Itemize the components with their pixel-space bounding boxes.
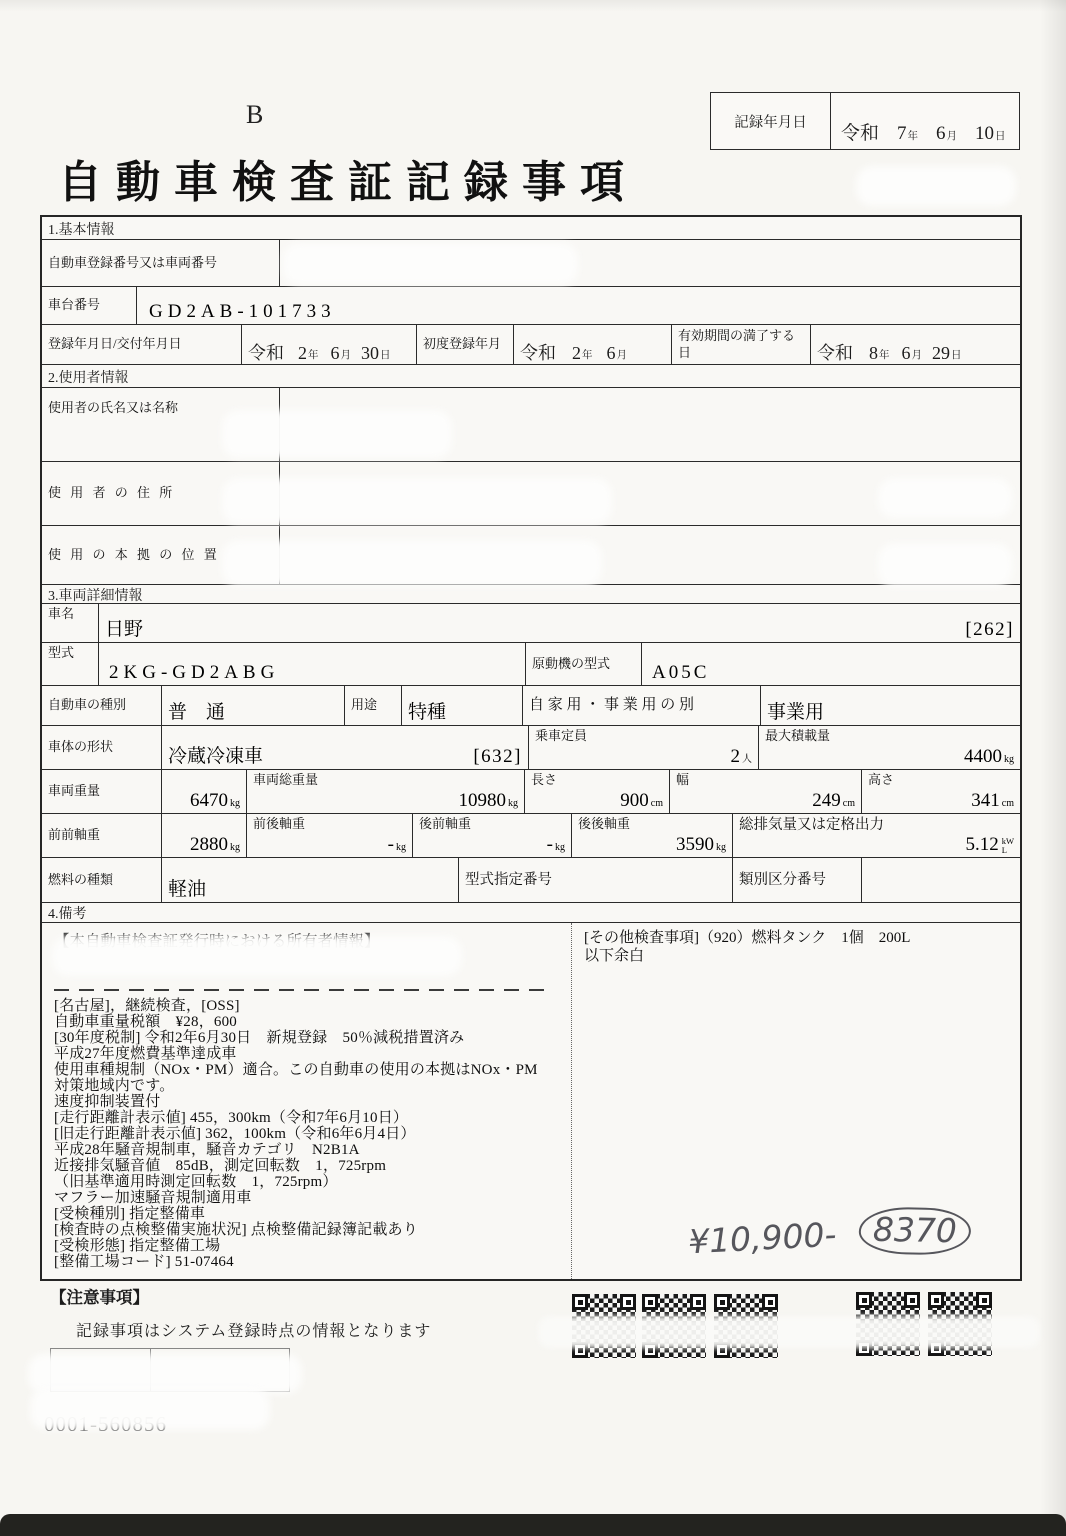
fuel-type-label: 燃料の種類 (42, 858, 162, 902)
photo-edge-shade-top (0, 0, 1066, 12)
car-name-label: 車名 (42, 604, 99, 642)
remarks-line: [受検種別] 指定整備車 (54, 1206, 206, 1222)
remarks-line: 速度抑制装置付 (54, 1094, 161, 1110)
fuel-row (42, 858, 1020, 903)
blur-patch (30, 1388, 270, 1430)
qr-finder-icon (714, 1294, 730, 1310)
use-value: 特種 (402, 686, 523, 725)
remarks-line: 使用車種規制（NOx・PM）適合。この自動車の使用の本拠はNOx・PM対策地域内です。 (54, 1062, 538, 1094)
capacity-cell (529, 726, 759, 769)
vehicle-kind-label: 自動車の種別 (42, 686, 162, 725)
remarks-line: [名古屋]，継続検査，[OSS] (54, 998, 240, 1014)
axle-fr-cell (247, 814, 413, 857)
axle-rr-label: 後後軸重 (578, 816, 631, 831)
axle-ff-label: 前前軸重 (42, 814, 162, 857)
remarks-line: 近接排気騒音値 85dB，測定回転数 1，725rpm (54, 1158, 387, 1174)
capacity-value: 2 人 (730, 746, 752, 768)
class-number-value (862, 858, 1020, 902)
private-business-value: 事業用 (767, 702, 825, 724)
photo-edge-shade-right (1040, 0, 1066, 1536)
axle-fr-label: 前後軸重 (253, 816, 306, 831)
blur-patch (878, 543, 1012, 587)
axle-rr-value: 3590 kg (676, 834, 726, 856)
qr-finder-icon (928, 1292, 944, 1308)
qr-finder-icon (690, 1294, 706, 1310)
remarks-line: [30年度税制] 令和2年6月30日 新規登録 50％減税措置済み (54, 1030, 465, 1046)
remarks-line: （旧基準適用時測定回転数 1，725rpm） (54, 1174, 338, 1190)
registration-date-label: 登録年月日/交付年月日 (42, 325, 242, 364)
qr-finder-icon (856, 1292, 872, 1308)
section-heading-remarks: 4.備考 (42, 903, 1020, 923)
record-date-year: 7 (897, 123, 907, 144)
model-label: 型式 (42, 643, 99, 685)
user-address-label: 使 用 者 の 住 所 (42, 462, 280, 525)
user-name-label: 使用者の氏名又は名称 (42, 388, 280, 461)
photo-bottom-edge (0, 1514, 1066, 1536)
qr-blur-band (538, 1316, 1040, 1348)
qr-finder-icon (976, 1292, 992, 1308)
max-load-value: 4400 kg (964, 746, 1014, 768)
handwritten-amount: ¥10,900- (687, 1214, 838, 1262)
height-value: 341 cm (971, 790, 1014, 812)
other-inspection-line: [その他検査事項]（920）燃料タンク 1個 200L (584, 930, 911, 946)
vehicle-weight-value: 6470 kg (162, 770, 247, 813)
remarks-line: [受検形態] 指定整備工場 (54, 1238, 221, 1254)
model-value: 2KG-GD2ABG (99, 643, 526, 685)
expiry-date-value: 令和 8 年 6 月 29 日 (817, 343, 962, 363)
chassis-number-value: GD2AB-101733 (149, 301, 336, 323)
page-title: 自動車検査証記録事項 (58, 158, 638, 207)
private-business-label: 自 家 用 ・ 事 業 用 の 別 (523, 686, 761, 725)
axle-weight-row (42, 814, 1020, 858)
blur-patch (52, 936, 462, 976)
axle-rf-cell (413, 814, 572, 857)
expiry-date-label: 有効期間の満了する日 (672, 325, 811, 364)
first-registration-value: 令和 2 年 6 月 (514, 325, 672, 364)
remarks-line: [整備工場コード] 51-07464 (54, 1254, 234, 1270)
remarks-line: [走行距離計表示値] 455，300km（令和7年6月10日） (54, 1110, 409, 1126)
corner-mark: B (246, 100, 264, 129)
body-shape-label: 車体の形状 (42, 726, 162, 769)
remarks-line: 自動車重量税額 ¥28，600 (54, 1014, 238, 1030)
remarks-line: 平成28年騒音規制車，騒音カテゴリ N2B1A (54, 1142, 360, 1158)
displacement-value: 5.12 kW L (965, 834, 1014, 856)
registration-number-label: 自動車登録番号又は車両番号 (42, 240, 280, 286)
qr-finder-icon (642, 1294, 658, 1310)
gross-weight-cell (247, 770, 525, 813)
blur-patch (222, 540, 602, 586)
max-load-label: 最大積載量 (765, 728, 831, 743)
capacity-label: 乗車定員 (535, 728, 588, 743)
dates-row (42, 325, 1020, 365)
record-date-day: 10 (975, 123, 995, 144)
remarks-line: [検査時の点検整備実施状況] 点検整備記録簿記載あり (54, 1222, 418, 1238)
section-heading-basic: 1.基本情報 (42, 217, 1020, 240)
engine-model-value: A05C (652, 662, 710, 684)
dashed-separator (54, 989, 547, 991)
qr-finder-icon (904, 1292, 920, 1308)
record-date-month: 6 (936, 123, 946, 144)
qr-finder-icon (620, 1294, 636, 1310)
displacement-cell (733, 814, 1020, 857)
displacement-label: 総排気量又は定格出力 (739, 817, 884, 833)
width-cell (670, 770, 862, 813)
axle-rf-value: - kg (546, 834, 565, 856)
body-shape-row (42, 726, 1020, 770)
qr-finder-icon (762, 1294, 778, 1310)
gross-weight-value: 10980 kg (458, 790, 518, 812)
fuel-type-value: 軽油 (162, 858, 459, 902)
record-date-label: 記録年月日 (711, 93, 831, 149)
body-shape-code: [632] (473, 746, 522, 768)
blur-patch (222, 478, 612, 524)
chassis-number-label: 車台番号 (42, 287, 137, 324)
engine-model-label: 原動機の型式 (526, 643, 642, 685)
length-value: 900 cm (620, 790, 663, 812)
qr-finder-icon (572, 1294, 588, 1310)
remarks-line: 平成27年度燃費基準達成車 (54, 1046, 237, 1062)
remarks-line: マフラー加速騒音規制適用車 (54, 1190, 252, 1206)
weight-dimensions-row (42, 770, 1020, 814)
record-date-era: 令和 (841, 123, 880, 144)
vehicle-weight-label: 車両重量 (42, 770, 162, 813)
handwritten-circled: 8370 (858, 1207, 971, 1256)
gross-weight-label: 車両総重量 (253, 772, 319, 787)
width-label: 幅 (676, 772, 690, 787)
user-name-row (42, 388, 1020, 462)
type-designation-label: 型式指定番号 (459, 858, 733, 902)
car-name-value: 日野 (105, 619, 144, 641)
axle-ff-value: 2880 kg (162, 814, 247, 857)
axle-rf-label: 後前軸重 (419, 816, 472, 831)
notice-heading: 【注意事項】 (50, 1288, 149, 1307)
notice-text: 記録事項はシステム登録時点の情報となります (76, 1323, 432, 1340)
section-heading-vehicle: 3.車両詳細情報 (42, 585, 1020, 604)
record-date-box (710, 92, 1020, 150)
class-number-label: 類別区分番号 (733, 858, 862, 902)
car-name-code: [262] (965, 619, 1014, 641)
width-value: 249 cm (812, 790, 855, 812)
axle-rr-cell (572, 814, 733, 857)
section-heading-user: 2.使用者情報 (42, 365, 1020, 388)
chassis-number-row (42, 287, 1020, 325)
model-row (42, 643, 1020, 686)
kind-use-row (42, 686, 1020, 726)
length-label: 長さ (531, 772, 558, 787)
max-load-cell (759, 726, 1020, 769)
registration-date-value: 令和 2 年 6 月 30 日 (242, 325, 417, 364)
main-table (40, 215, 1022, 1281)
remarks-line: [旧走行距離計表示値] 362，100km（令和6年6月4日） (54, 1126, 416, 1142)
car-name-cell (99, 604, 1020, 642)
user-base-label: 使 用 の 本 拠 の 位 置 (42, 526, 280, 584)
blur-patch (283, 243, 578, 285)
use-label: 用途 (345, 686, 402, 725)
first-registration-label: 初度登録年月 (417, 325, 514, 364)
blur-patch (856, 166, 1016, 206)
body-shape-value: 冷蔵冷凍車 [632] (162, 726, 529, 769)
blur-patch (222, 410, 452, 458)
remainder-blank-line: 以下余白 (584, 948, 645, 964)
length-cell (525, 770, 670, 813)
car-name-row (42, 604, 1020, 643)
vehicle-kind-value: 普 通 (162, 686, 345, 725)
blur-patch (878, 478, 1012, 518)
axle-fr-value: - kg (387, 834, 406, 856)
height-cell (862, 770, 1020, 813)
record-date-value: 令和 7 年 6 月 10 日 (841, 123, 1006, 144)
height-label: 高さ (868, 772, 895, 787)
remarks-left-column (42, 923, 572, 1279)
